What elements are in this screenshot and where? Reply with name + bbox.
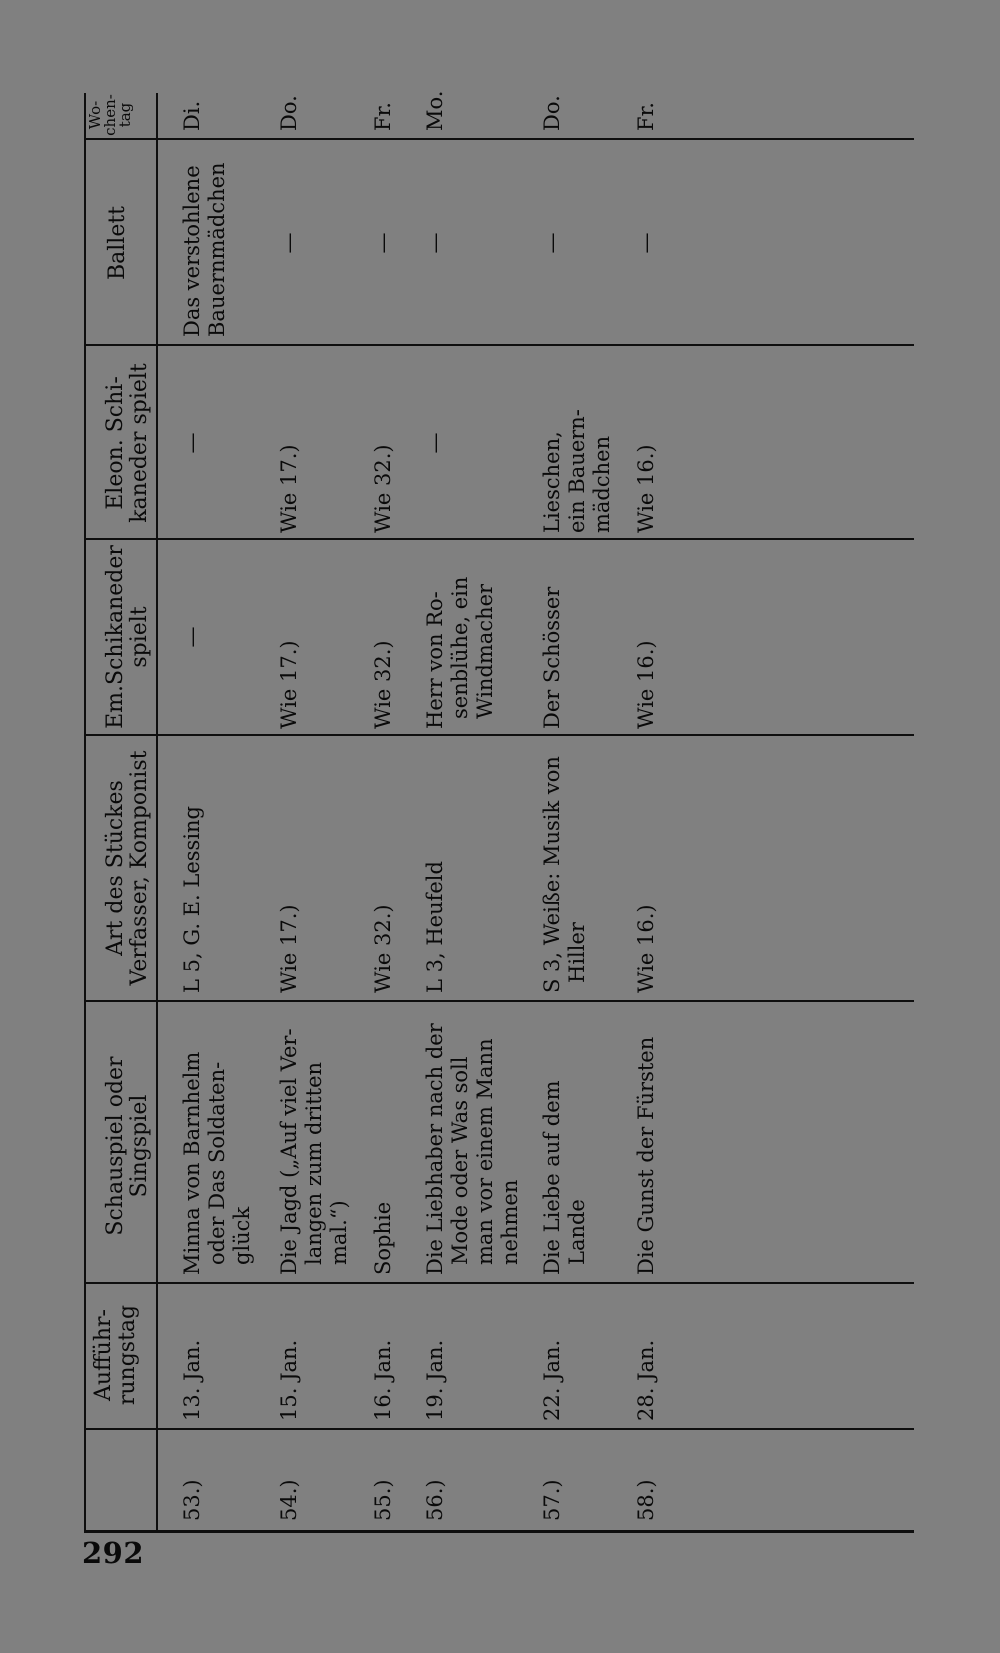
cell-ballet-line: —: [423, 232, 447, 254]
cell-title-line: Minna von Barnhelm: [180, 1051, 204, 1275]
cell-ballet: [540, 143, 565, 343]
column-divider-1: [84, 1429, 914, 1431]
column-divider-6: [84, 345, 914, 347]
cell-kind-line: Wie 32.): [371, 904, 395, 993]
header-eleon: [104, 349, 152, 537]
cell-kind: [540, 741, 590, 993]
header-date-line: rungstag: [115, 1304, 140, 1406]
cell-kind-line: Hiller: [565, 922, 589, 983]
cell-ballet-line: —: [634, 232, 658, 254]
column-divider-4: [84, 735, 914, 737]
cell-date: 16. Jan.: [371, 1339, 395, 1421]
cell-em-line: Windmacher: [473, 583, 497, 719]
cell-kind-line: L 3, Heufeld: [423, 861, 447, 993]
performance-schedule-table: [84, 90, 914, 1533]
header-bottom-rule: [156, 93, 158, 1533]
cell-eleon-line: Lieschen,: [540, 431, 564, 533]
cell-em-line: Herr von Ro-: [423, 591, 447, 729]
cell-title-line: Die Gunst der Fürsten: [634, 1036, 658, 1275]
cell-title: [371, 1015, 396, 1275]
cell-ballet-line: Das verstohlene: [180, 165, 204, 337]
cell-kind-line: Wie 16.): [634, 904, 658, 993]
cell-title: [180, 1015, 255, 1275]
cell-em: [634, 545, 659, 729]
header-title: [104, 1011, 152, 1281]
cell-ballet: [180, 147, 230, 337]
cell-title-line: glück: [230, 1206, 254, 1265]
cell-eleon-line: Wie 32.): [371, 444, 395, 533]
cell-kind-line: S 3, Weiße: Musik von: [540, 756, 564, 993]
cell-eleon-line: Wie 16.): [634, 444, 658, 533]
header-em-line: spielt: [127, 606, 152, 668]
cell-date: 15. Jan.: [277, 1339, 301, 1421]
cell-weekday: Di.: [180, 100, 204, 131]
cell-kind: [423, 741, 448, 993]
cell-nr: 54.): [277, 1479, 301, 1521]
cell-eleon: [634, 353, 659, 533]
cell-ballet: [371, 143, 396, 343]
header-kind-line: Art des Stückes: [103, 780, 128, 956]
cell-em-line: senblühe, ein: [448, 576, 472, 719]
header-weekday-line: chen-: [101, 94, 119, 136]
cell-title-line: nehmen: [498, 1179, 522, 1265]
header-ballet: [106, 143, 130, 343]
cell-eleon-line: —: [423, 432, 447, 454]
page-number: 292: [82, 1536, 145, 1570]
cell-em-line: Wie 16.): [634, 640, 658, 729]
cell-ballet-line: —: [540, 232, 564, 254]
cell-title-line: langen zum dritten: [302, 1061, 326, 1265]
header-em-line: Em.Schikaneder: [103, 545, 128, 729]
cell-eleon: [277, 353, 302, 533]
cell-em: [180, 541, 205, 733]
cell-weekday: Fr.: [634, 102, 658, 131]
cell-title-line: oder Das Soldaten-: [205, 1061, 229, 1265]
cell-title-line: Sophie: [371, 1201, 395, 1275]
header-title-line: Singspiel: [127, 1094, 152, 1198]
table-outer-left-rule: [84, 1530, 914, 1533]
cell-eleon-line: mädchen: [590, 435, 614, 533]
header-ballet-line: Ballett: [105, 205, 130, 281]
rotated-table-wrapper: [84, 90, 914, 1533]
cell-em-line: Wie 17.): [277, 640, 301, 729]
cell-weekday: Fr.: [371, 102, 395, 131]
header-title-line: Schauspiel oder: [103, 1056, 128, 1236]
table-top-rule: [84, 93, 86, 1533]
header-kind-line: Verfasser, Komponist: [127, 750, 152, 986]
cell-weekday: Mo.: [423, 90, 447, 131]
cell-title-line: Die Liebe auf dem: [540, 1080, 564, 1275]
cell-title-line: Die Liebhaber nach der: [423, 1023, 447, 1275]
cell-kind-line: Wie 17.): [277, 904, 301, 993]
cell-ballet-line: —: [371, 232, 395, 254]
cell-date: 19. Jan.: [423, 1339, 447, 1421]
cell-eleon: [371, 353, 396, 533]
cell-nr: 56.): [423, 1479, 447, 1521]
cell-title: [277, 1015, 352, 1275]
cell-eleon-line: —: [180, 432, 204, 454]
cell-ballet: [634, 143, 659, 343]
cell-eleon: [540, 353, 615, 533]
cell-kind: [180, 741, 205, 993]
cell-em: [371, 545, 396, 729]
cell-em: [423, 545, 498, 729]
column-divider-3: [84, 1001, 914, 1003]
column-divider-7: [84, 139, 914, 141]
cell-title: [540, 1015, 590, 1275]
cell-em: [540, 545, 565, 729]
cell-em: [277, 545, 302, 729]
cell-date: 22. Jan.: [540, 1339, 564, 1421]
cell-ballet: [277, 143, 302, 343]
column-divider-2: [84, 1283, 914, 1285]
cell-kind-line: L 5, G. E. Lessing: [180, 805, 204, 993]
cell-ballet-line: Bauernmädchen: [205, 162, 229, 337]
cell-title-line: mal.“): [327, 1200, 351, 1265]
cell-eleon: [180, 349, 205, 537]
cell-kind: [634, 741, 659, 993]
cell-kind: [371, 741, 396, 993]
cell-date: 28. Jan.: [634, 1339, 658, 1421]
cell-nr: 58.): [634, 1479, 658, 1521]
cell-eleon-line: ein Bauern-: [565, 409, 589, 533]
cell-kind: [277, 741, 302, 993]
header-kind: [104, 737, 152, 999]
cell-nr: 55.): [371, 1479, 395, 1521]
cell-nr: 53.): [180, 1479, 204, 1521]
cell-title-line: Lande: [565, 1199, 589, 1265]
cell-title: [634, 1015, 659, 1275]
cell-em-line: —: [180, 626, 204, 648]
column-divider-5: [84, 539, 914, 541]
cell-ballet: [423, 143, 448, 343]
cell-ballet-line: —: [277, 232, 301, 254]
cell-title: [423, 1015, 523, 1275]
header-eleon-line: kaneder spielt: [127, 363, 152, 523]
header-weekday-line: Wo-: [86, 100, 104, 130]
header-eleon-line: Eleon. Schi-: [103, 376, 128, 510]
cell-nr: 57.): [540, 1479, 564, 1521]
cell-title-line: man vor einem Mann: [473, 1038, 497, 1265]
header-date: [92, 1283, 140, 1427]
cell-em-line: Der Schösser: [540, 586, 564, 729]
cell-weekday: Do.: [540, 95, 564, 131]
cell-title-line: Mode oder Was soll: [448, 1056, 472, 1265]
header-weekday-line: tag: [116, 102, 134, 128]
header-em: [104, 541, 152, 733]
cell-em-line: Wie 32.): [371, 640, 395, 729]
cell-weekday: Do.: [277, 95, 301, 131]
cell-title-line: Die Jagd („Auf viel Ver-: [277, 1028, 301, 1275]
header-weekday: [88, 93, 133, 137]
cell-eleon-line: Wie 17.): [277, 444, 301, 533]
header-date-line: Aufführ-: [91, 1309, 116, 1401]
cell-date: 13. Jan.: [180, 1339, 204, 1421]
cell-eleon: [423, 349, 448, 537]
